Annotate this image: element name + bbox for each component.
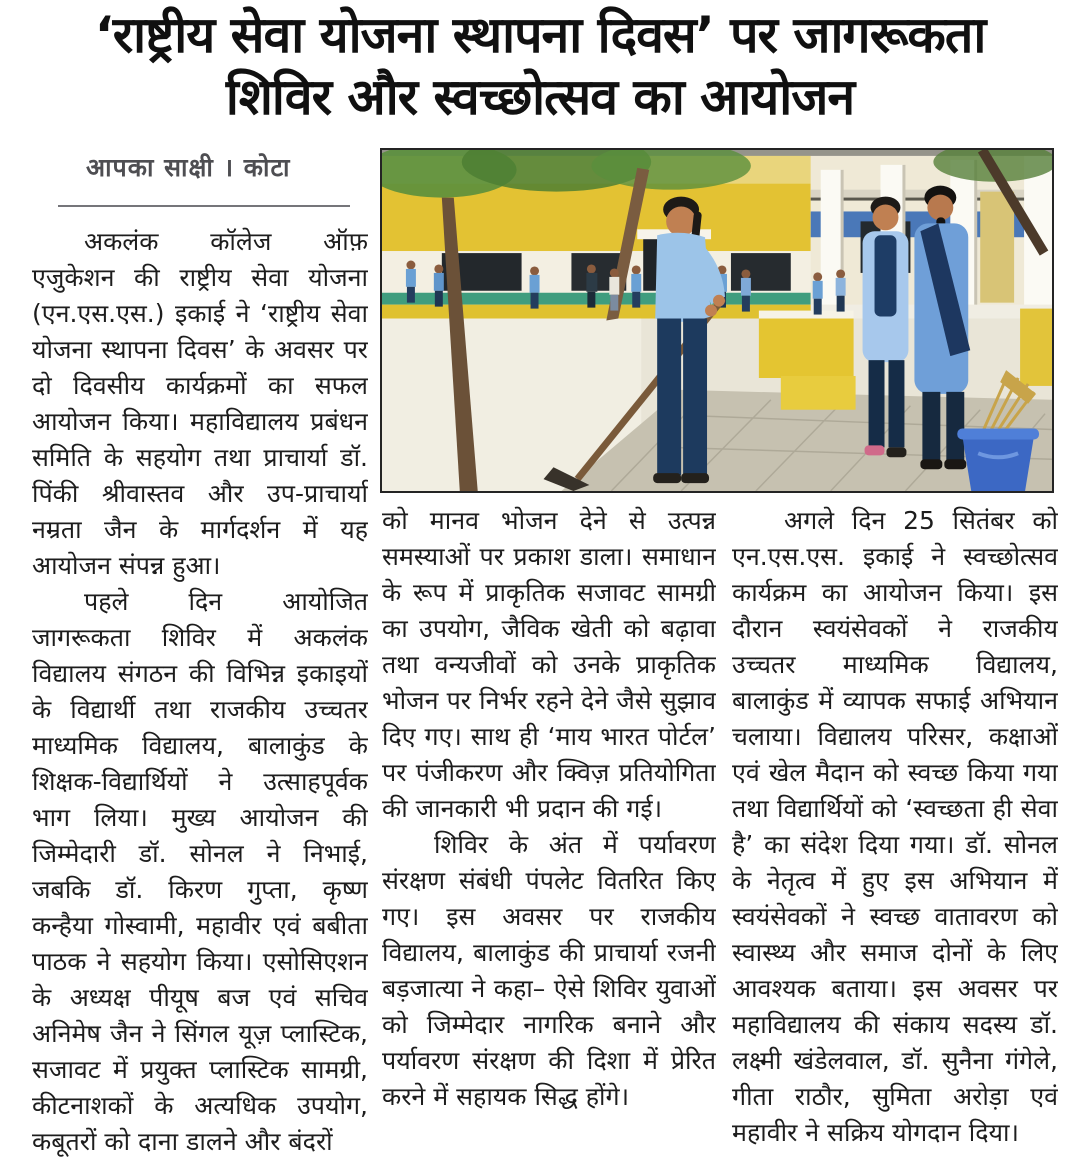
byline: आपका साक्षी । कोटा — [86, 153, 291, 182]
article-paragraph: को मानव भोजन देने से उत्पन्न समस्याओं पर प्रकाश डाला। समाधान के रूप में प्राकृतिक सजावट सामग्री का उपयोग, जैविक खेती को बढ़ावा तथा वन्यजीवों को उनके प्राकृतिक भोजन पर निर्भर रहने देने जैसे सुझाव दिए गए। साथ ही ‘माय भारत पोर्टल’ पर पंजीकरण और क्विज़ प्रतियोगिता की जानकारी भी प्रदान की गई। — [382, 506, 716, 823]
headline — [0, 4, 1080, 128]
article-photo — [380, 148, 1054, 493]
headline-line-2: शिविर और स्वच्छोत्सव का आयोजन — [225, 68, 855, 126]
article-paragraph: अकलंक कॉलेज ऑफ़ एजुकेशन की राष्ट्रीय सेवा योजना (एन.एस.एस.) इकाई ने ‘राष्ट्रीय सेवा योजना स्थापना दिवस’ के अवसर पर दो दिवसीय कार्यक्रमों का सफल आयोजन किया। महाविद्यालय प्रबंधन समिति के सहयोग तथा प्राचार्या डॉ. पिंकी श्रीवास्तव और उप-प्राचार्या नम्रता जैन के मार्गदर्शन में यह आयोजन संपन्न हुआ। — [32, 227, 368, 580]
article-paragraph: अगले दिन 25 सितंबर को एन.एस.एस. इकाई ने स्वच्छोत्सव कार्यक्रम का आयोजन किया। इस दौरान स्वयंसेवकों ने राजकीय उच्चतर माध्यमिक विद्यालय, बालाकुंड में व्यापक सफाई अभियान चलाया। विद्यालय परिसर, कक्षाओं एवं खेल मैदान को स्वच्छ किया गया तथा विद्यार्थियों को ‘स्वच्छता ही सेवा है’ का संदेश दिया गया। डॉ. सोनल के नेतृत्व में हुए इस अभियान में स्वयंसेवकों ने स्वच्छ वातावरण को स्वास्थ्य और समाज दोनों के लिए आवश्यक बताया। इस अवसर पर महाविद्यालय की संकाय सदस्य डॉ. लक्ष्मी खंडेलवाल, डॉ. सुनैना गंगेले, गीता राठौर, सुमिता अरोड़ा एवं महावीर ने सक्रिय योगदान दिया। — [732, 506, 1058, 1147]
article-paragraph: शिविर के अंत में पर्यावरण संरक्षण संबंधी पंपलेट वितरित किए गए। इस अवसर पर राजकीय विद्यालय, बालाकुंड की प्राचार्या रजनी बड़जात्या ने कहा– ऐसे शिविर युवाओं को जिम्मेदार नागरिक बनाने और पर्यावरण संरक्षण की दिशा में प्रेरित करने में सहायक सिद्ध होंगे। — [382, 830, 716, 1111]
article-column-2 — [382, 503, 716, 1165]
article-column-1 — [32, 224, 368, 1164]
article-paragraph: पहले दिन आयोजित जागरूकता शिविर में अकलंक विद्यालय संगठन की विभिन्न इकाइयों के विद्यार्थी तथा राजकीय उच्चतर माध्यमिक विद्यालय, बालाकुंड के शिक्षक-विद्यार्थियों ने उत्साहपूर्वक भाग लिया। मुख्य आयोजन की जिम्मेदारी डॉ. सोनल ने निभाई, जबकि डॉ. किरण गुप्ता, कृष्ण कन्हैया गोस्वामी, महावीर एवं बबीता पाठक ने सहयोग किया। एसोसिएशन के अध्यक्ष पीयूष बज एवं सचिव अनिमेष जैन ने सिंगल यूज़ प्लास्टिक, सजावट में प्रयुक्त प्लास्टिक सामग्री, कीटनाशकों के अत्यधिक उपयोग, कबूतरों को दाना डालने और बंदरों — [32, 587, 368, 1156]
byline-divider — [58, 205, 350, 207]
photo-scene — [382, 150, 1052, 491]
headline-line-1: ‘राष्ट्रीय सेवा योजना स्थापना दिवस’ पर जागरूकता — [94, 6, 986, 64]
article-column-3 — [732, 503, 1058, 1165]
